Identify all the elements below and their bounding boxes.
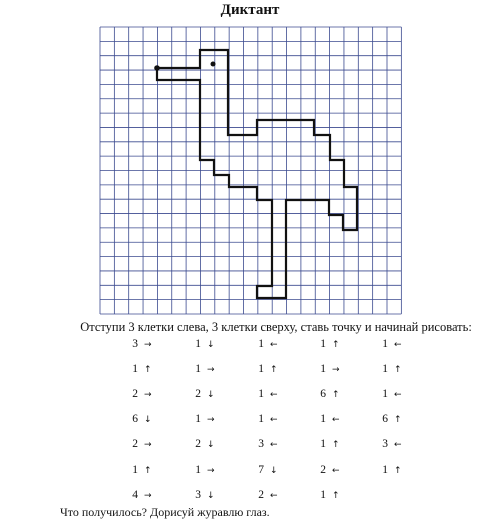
step-count: 2 [195,388,201,400]
step-count: 1 [320,489,326,501]
crane-outline [157,50,357,298]
arrow-left-icon: ← [332,466,340,476]
dictation-step [254,388,278,400]
arrow-left-icon: ← [394,390,402,400]
step-count: 2 [320,464,326,476]
step-count: 2 [132,388,138,400]
dictation-step [191,388,215,400]
dictation-step [254,413,278,425]
arrow-right-icon: → [207,466,215,476]
step-count: 1 [382,388,388,400]
step-count: 1 [382,464,388,476]
arrow-left-icon: ← [394,340,402,350]
footer-question: Что получилось? Дорисуй журавлю глаз. [60,505,270,519]
step-count: 1 [258,388,264,400]
step-count: 1 [258,363,264,375]
dictation-step [316,338,340,350]
step-count: 1 [320,438,326,450]
step-count: 1 [132,363,138,375]
page-title: Диктант [220,2,280,18]
dictation-step [316,438,340,450]
step-count: 7 [258,464,264,476]
dictation-step [254,438,278,450]
arrow-down-icon: ↓ [144,415,152,425]
step-count: 1 [258,338,264,350]
arrow-up-icon: ↑ [394,365,402,375]
arrow-up-icon: ↑ [144,365,152,375]
dictation-step [316,388,340,400]
dictation-step [378,413,402,425]
arrow-down-icon: ↓ [207,390,215,400]
step-count: 6 [382,413,388,425]
arrow-right-icon: → [144,440,152,450]
step-count: 1 [195,338,201,350]
step-count: 1 [132,464,138,476]
dictation-step [316,489,340,501]
dictation-step [191,489,215,501]
step-count: 6 [132,413,138,425]
arrow-up-icon: ↑ [394,415,402,425]
arrow-up-icon: ↑ [270,365,278,375]
dictation-step [378,438,402,450]
dictation-step [128,363,152,375]
dictation-step [254,338,278,350]
dictation-step [316,363,340,375]
step-count: 1 [382,338,388,350]
step-count: 1 [258,413,264,425]
dictation-step [378,464,402,476]
arrow-up-icon: ↑ [144,466,152,476]
arrow-right-icon: → [207,415,215,425]
arrow-up-icon: ↑ [394,466,402,476]
arrow-right-icon: → [332,365,340,375]
instruction-text: Отступи 3 клетки слева, 3 клетки сверху, ставь точку и начинай рисовать: [80,320,472,334]
dictation-step [378,388,402,400]
dictation-step [254,464,278,476]
arrow-down-icon: ↓ [207,340,215,350]
arrow-up-icon: ↑ [332,340,340,350]
arrow-down-icon: ↓ [270,466,278,476]
dictation-step [191,338,215,350]
dictation-step [128,464,152,476]
dictation-step [378,338,402,350]
arrow-left-icon: ← [332,415,340,425]
step-count: 1 [320,363,326,375]
dictation-step [254,363,278,375]
arrow-left-icon: ← [270,440,278,450]
step-count: 3 [258,438,264,450]
step-count: 1 [320,338,326,350]
step-count: 6 [320,388,326,400]
step-count: 2 [195,438,201,450]
dictation-step [191,413,215,425]
step-count: 1 [382,363,388,375]
step-count: 2 [132,438,138,450]
dictation-step [128,338,152,350]
dictation-step [128,489,152,501]
step-count: 1 [195,363,201,375]
step-count: 3 [195,489,201,501]
arrow-left-icon: ← [270,340,278,350]
arrow-right-icon: → [144,340,152,350]
step-count: 3 [382,438,388,450]
arrow-up-icon: ↑ [332,491,340,501]
arrow-up-icon: ↑ [332,440,340,450]
arrow-down-icon: ↓ [207,491,215,501]
step-count: 1 [320,413,326,425]
dictation-step [191,464,215,476]
dictation-step [128,388,152,400]
step-count: 4 [132,489,138,501]
arrow-left-icon: ← [270,415,278,425]
dictation-step [191,438,215,450]
dictation-step [128,413,152,425]
arrow-up-icon: ↑ [332,390,340,400]
grid-lines [100,27,401,314]
arrow-right-icon: → [207,365,215,375]
dictation-step [316,413,340,425]
dictation-step [254,489,278,501]
dictation-step [316,464,340,476]
step-count: 1 [195,464,201,476]
arrow-down-icon: ↓ [207,440,215,450]
arrow-right-icon: → [144,390,152,400]
dictation-step [128,438,152,450]
arrow-right-icon: → [144,491,152,501]
step-count: 1 [195,413,201,425]
step-count: 2 [258,489,264,501]
arrow-left-icon: ← [270,390,278,400]
dictation-step [191,363,215,375]
arrow-left-icon: ← [394,440,402,450]
crane-eye [211,62,216,67]
step-count: 3 [132,338,138,350]
start-point [154,65,160,71]
dictation-step [378,363,402,375]
arrow-left-icon: ← [270,491,278,501]
